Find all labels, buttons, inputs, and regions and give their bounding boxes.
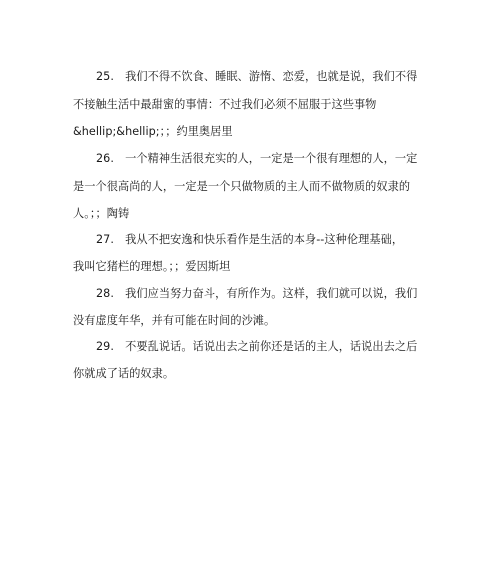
paragraph-line: &hellip;&hellip;；；约里奥居里 <box>73 125 233 138</box>
paragraph-line: 是一个很高尚的人，一定是一个只做物质的主人而不做物质的奴隶的 <box>73 180 411 193</box>
paragraph-line: 没有虚度年华，并有可能在时间的沙滩。 <box>73 314 276 327</box>
paragraph-line: 27. 我从不把安逸和快乐看作是生活的本身--这种伦理基础， <box>96 233 404 246</box>
paragraph-line: 25. 我们不得不饮食、睡眠、游惰、恋爱，也就是说，我们不得 <box>96 70 418 83</box>
paragraph-line: 人。；；陶铸 <box>73 207 130 220</box>
paragraph-line: 你就成了话的奴隶。 <box>73 367 175 380</box>
paragraph-line: 不接触生活中最甜蜜的事情：不过我们必须不屈服于这些事物 <box>73 98 377 111</box>
paragraph-line: 29. 不要乱说话。话说出去之前你还是话的主人，话说出去之后 <box>96 340 418 353</box>
paragraph-line: 我叫它猪栏的理想。；；爱因斯坦 <box>73 260 231 273</box>
paragraph-line: 26. 一个精神生活很充实的人，一定是一个很有理想的人，一定 <box>96 152 418 165</box>
paragraph-line: 28. 我们应当努力奋斗，有所作为。这样，我们就可以说，我们 <box>96 287 418 300</box>
